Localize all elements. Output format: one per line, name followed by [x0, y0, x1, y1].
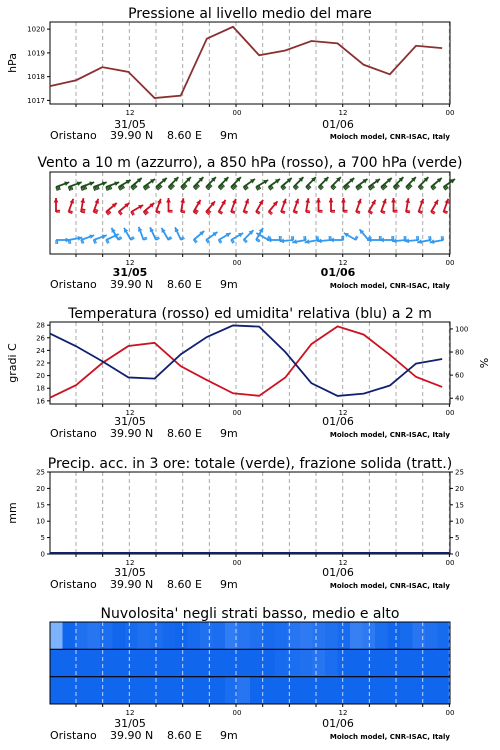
wind-feather [81, 211, 85, 212]
precip-ytick-label: 10 [36, 517, 45, 526]
temperature-date: 01/06 [322, 415, 354, 428]
cloud-cell [163, 622, 176, 649]
cloud-cell [213, 622, 226, 649]
wind-barb-1 [206, 201, 215, 214]
cloud-cell [163, 649, 176, 676]
wind-barb-0 [344, 178, 355, 190]
wind-barb-0 [431, 178, 442, 190]
wind-feather [305, 236, 306, 240]
cloud-panel [101, 606, 400, 622]
precip-xtick-label: 12 [125, 559, 135, 567]
wind-barb-1 [80, 198, 85, 212]
temperature-lon: 8.60 E [167, 427, 202, 440]
wind-barb-1 [219, 200, 226, 214]
wind-barb-0 [119, 180, 131, 190]
precip-ytick-label: 20 [36, 484, 45, 493]
wind-barb-2 [81, 234, 94, 243]
cloud-xtick-label: 12 [338, 709, 348, 717]
wind-barb-0 [256, 180, 268, 190]
cloud-cell [325, 622, 338, 649]
wind-barb-0 [81, 181, 94, 190]
precip-ytick-label: 15 [36, 501, 45, 510]
wind-barb-0 [306, 177, 316, 190]
cloud-cell [125, 677, 138, 704]
precip-panel [6, 456, 452, 524]
wind-feather [82, 209, 86, 210]
pressure-date: 31/05 [114, 118, 146, 131]
cloud-cell [100, 677, 113, 704]
cloud-cell [88, 677, 101, 704]
wind-barb-2 [162, 228, 172, 240]
wind-date: 31/05 [112, 266, 148, 279]
precip-date: 31/05 [114, 566, 146, 579]
cloud-cell [388, 649, 401, 676]
wind-feather [443, 236, 444, 240]
cloud-cell [338, 649, 351, 676]
cloud-cell [250, 622, 263, 649]
pressure-lon: 8.60 E [167, 129, 202, 142]
wind-date: 01/06 [320, 266, 356, 279]
cloud-xtick-label: 00 [445, 709, 455, 717]
cloud-cell [75, 649, 88, 676]
wind-barb-2 [94, 234, 107, 243]
cloud-cell [100, 649, 113, 676]
precip-xtick-label: 00 [232, 559, 242, 567]
wind-barb-0 [94, 181, 107, 190]
wind-barb-1 [305, 198, 310, 212]
wind-feather [441, 236, 442, 240]
wind-barb-1 [269, 201, 278, 214]
cloud-cell [413, 677, 426, 704]
precip-xtick-label: 00 [445, 559, 455, 567]
wind-barb-1 [316, 198, 322, 212]
wind-barb-0 [319, 177, 329, 190]
wind-barb-0 [69, 181, 82, 190]
wind-feather [316, 236, 317, 240]
cloud-xtick-label: 00 [232, 709, 242, 717]
wind-xtick-label: 00 [445, 259, 455, 267]
temperature-ytick-label: 28 [36, 321, 45, 330]
chart-marks [27, 22, 468, 742]
cloud-cell [250, 649, 263, 676]
precip-ytick-label-right: 0 [455, 550, 460, 559]
pressure-location: Oristano [50, 129, 97, 142]
precip-ytick-label: 0 [40, 550, 45, 559]
wind-barb-0 [406, 177, 416, 190]
wind-feather [81, 212, 85, 213]
temperature-ytick-label: 18 [36, 384, 45, 393]
wind-head [166, 198, 171, 202]
temperature-xtick-label: 12 [338, 409, 348, 417]
precip-ytick-label: 25 [36, 468, 45, 477]
temperature-ytick-label: 16 [36, 397, 45, 406]
cloud-cell [175, 649, 188, 676]
cloud-cell [350, 649, 363, 676]
wind-feather [430, 236, 431, 240]
precip-xtick-label: 12 [338, 559, 348, 567]
cloud-location: Oristano [50, 729, 97, 742]
cloud-cell [175, 622, 188, 649]
wind-barb-1 [341, 198, 347, 212]
humidity-ytick-label: 40 [455, 394, 464, 403]
wind-head [341, 198, 346, 202]
precip-ytick-label-right: 25 [455, 468, 464, 477]
wind-barb-1 [231, 199, 237, 214]
wind-feather [69, 240, 70, 244]
wind-head [54, 198, 59, 202]
temperature-frame [50, 322, 450, 404]
cloud-cell [100, 622, 113, 649]
cloud-cell [338, 622, 351, 649]
wind-barb-1 [119, 203, 130, 215]
temperature-ytick-label: 22 [36, 359, 45, 368]
cloud-cell [50, 649, 63, 676]
pressure-xtick-label: 12 [338, 109, 348, 117]
wind-barb-1 [356, 199, 362, 214]
cloud-cell [188, 622, 201, 649]
pressure-line [50, 27, 442, 98]
cloud-xtick-label: 12 [125, 709, 135, 717]
wind-lon: 8.60 E [167, 278, 202, 291]
cloud-cell [238, 622, 251, 649]
pressure-frame [50, 22, 450, 104]
humidity-line [50, 325, 442, 395]
temperature-ytick-label: 20 [36, 372, 45, 381]
wind-feather [306, 212, 310, 213]
pressure-ytick-label: 1020 [27, 25, 45, 34]
wind-barb-1 [94, 199, 100, 214]
wind-barb-2 [417, 236, 431, 244]
wind-barb-0 [144, 179, 155, 190]
precip-frame [50, 472, 450, 554]
wind-barb-1 [329, 198, 335, 212]
precip-location: Oristano [50, 578, 97, 591]
temperature-ylabel: gradi C [6, 343, 19, 383]
precip-ytick-label-right: 15 [455, 501, 464, 510]
cloud-cell [313, 649, 326, 676]
wind-barb-2 [206, 232, 217, 243]
cloud-cell [113, 677, 126, 704]
cloud-cell [50, 622, 63, 649]
wind-xtick-label: 00 [232, 259, 242, 267]
pressure-panel [6, 6, 372, 73]
wind-barb-1 [381, 199, 387, 214]
wind-barb-1 [444, 199, 450, 214]
wind-barb-0 [169, 177, 179, 190]
precip-date: 01/06 [322, 566, 354, 579]
pressure-title: Pressione al livello medio del mare [128, 6, 372, 22]
temperature-lat: 39.90 N [110, 427, 154, 440]
pressure-xtick-label: 12 [125, 109, 135, 117]
precip-ylabel: mm [6, 502, 19, 524]
cloud-cell [413, 649, 426, 676]
wind-xtick-label: 12 [125, 259, 135, 267]
pressure-ylabel: hPa [6, 53, 19, 73]
cloud-cell [200, 649, 213, 676]
wind-barb-1 [106, 203, 117, 215]
cloud-cell [400, 649, 413, 676]
cloud-cell [338, 677, 351, 704]
cloud-cell [200, 677, 213, 704]
wind-head [330, 238, 334, 243]
wind-feather [70, 240, 71, 244]
wind-feather [406, 211, 410, 212]
temperature-date: 31/05 [114, 415, 146, 428]
temperature-xtick-label: 00 [445, 409, 455, 417]
wind-barb-1 [156, 199, 162, 214]
wind-feather [181, 212, 185, 213]
cloud-cell [400, 677, 413, 704]
cloud-cell [238, 677, 251, 704]
cloud-cell [263, 677, 276, 704]
cloud-cell [438, 649, 451, 676]
cloud-cell [250, 677, 263, 704]
humidity-ytick-label: 60 [455, 371, 464, 380]
cloud-cell [275, 649, 288, 676]
humidity-ytick-label: 100 [455, 325, 469, 334]
wind-barb-0 [381, 178, 392, 190]
cloud-cell [213, 677, 226, 704]
cloud-cell [425, 622, 438, 649]
temperature-title: Temperatura (rosso) ed umidita' relativa (blu) a 2 m [68, 306, 432, 322]
wind-barb-1 [244, 199, 250, 214]
wind-barb-1 [281, 199, 287, 214]
wind-barb-0 [294, 177, 304, 190]
cloud-cell [175, 677, 188, 704]
wind-barb-0 [281, 178, 292, 190]
wind-head [316, 198, 321, 202]
wind-barb-0 [244, 179, 255, 190]
wind-barb-0 [419, 177, 429, 190]
wind-feather [406, 212, 410, 213]
cloud-cell [375, 649, 388, 676]
wind-barb-2 [219, 233, 231, 243]
wind-head [391, 198, 396, 202]
wind-barb-1 [419, 199, 425, 214]
cloud-cell [438, 622, 451, 649]
wind-barb-0 [194, 177, 204, 190]
wind-barb-2 [194, 231, 205, 243]
cloud-cell [125, 622, 138, 649]
pressure-ytick-label: 1019 [27, 49, 45, 58]
wind-barb-2 [330, 236, 344, 242]
precip-elevation: 9m [220, 578, 238, 591]
wind-barb-0 [206, 177, 216, 190]
precip-ytick-label-right: 5 [455, 534, 460, 543]
wind-barb-1 [431, 200, 438, 214]
wind-barb-1 [294, 199, 300, 214]
wind-xtick-label: 12 [338, 259, 348, 267]
wind-barb-0 [156, 178, 167, 190]
cloud-cell [200, 622, 213, 649]
cloud-cell [188, 677, 201, 704]
pressure-elevation: 9m [220, 129, 238, 142]
precip-ytick-label: 5 [40, 534, 45, 543]
cloud-cell [138, 649, 151, 676]
wind-barb-1 [194, 200, 201, 214]
cloud-cell [300, 677, 313, 704]
wind-barb-0 [219, 177, 229, 190]
wind-barb-1 [256, 200, 263, 214]
wind-barb-1 [391, 198, 397, 212]
cloud-cell [50, 677, 63, 704]
wind-feather [429, 236, 430, 240]
cloud-cell [388, 677, 401, 704]
cloud-cell [325, 677, 338, 704]
wind-barb-2 [69, 236, 83, 244]
pressure-date: 01/06 [322, 118, 354, 131]
cloud-cell [88, 649, 101, 676]
wind-barb-2 [430, 236, 444, 244]
cloud-cell [138, 622, 151, 649]
cloud-cell [300, 649, 313, 676]
temperature-ytick-label: 26 [36, 334, 45, 343]
wind-barb-2 [244, 230, 254, 243]
cloud-cell [113, 622, 126, 649]
wind-barb-1 [166, 198, 172, 212]
cloud-elevation: 9m [220, 729, 238, 742]
pressure-ytick-label: 1018 [27, 73, 45, 82]
wind-barb-2 [317, 236, 331, 243]
pressure-model: Moloch model, CNR-ISAC, Italy [329, 133, 450, 141]
wind-barb-2 [56, 238, 70, 244]
temperature-xtick-label: 00 [232, 409, 242, 417]
wind-elevation: 9m [220, 278, 238, 291]
cloud-cell [63, 677, 76, 704]
cloud-cell [300, 622, 313, 649]
cloud-cell [388, 622, 401, 649]
precip-ytick-label-right: 10 [455, 517, 464, 526]
cloud-cell [63, 649, 76, 676]
cloud-date: 01/06 [322, 717, 354, 730]
cloud-lon: 8.60 E [167, 729, 202, 742]
cloud-cell [375, 677, 388, 704]
wind-barb-2 [344, 233, 358, 240]
wind-barb-0 [131, 178, 142, 190]
precip-title: Precip. acc. in 3 ore: totale (verde), frazione solida (tratt.) [47, 456, 453, 472]
wind-barb-0 [394, 177, 404, 190]
cloud-cell [75, 677, 88, 704]
cloud-cell [350, 622, 363, 649]
wind-barb-0 [56, 181, 69, 190]
cloud-cell [238, 649, 251, 676]
cloud-lat: 39.90 N [110, 729, 154, 742]
cloud-cell [113, 649, 126, 676]
cloud-cell [213, 649, 226, 676]
cloud-cell [138, 677, 151, 704]
wind-title: Vento a 10 m (azzurro), a 850 hPa (rosso), a 700 hPa (verde) [37, 155, 463, 171]
pressure-xtick-label: 00 [232, 109, 242, 117]
wind-head [329, 198, 334, 202]
temperature-panel [6, 306, 491, 383]
wind-barb-0 [356, 179, 367, 190]
cloud-cell [63, 622, 76, 649]
wind-feather [306, 211, 310, 212]
wind-barb-1 [69, 199, 75, 214]
wind-barb-0 [369, 179, 380, 190]
wind-feather [181, 211, 185, 212]
wind-barb-0 [331, 177, 341, 190]
pressure-xtick-label: 00 [445, 109, 455, 117]
humidity-ylabel: % [478, 357, 491, 369]
wind-barb-2 [231, 233, 243, 243]
cloud-cell [263, 649, 276, 676]
cloud-cell [438, 677, 451, 704]
wind-barb-2 [150, 227, 160, 240]
wind-feather [318, 236, 319, 240]
wind-barb-2 [405, 236, 419, 243]
precip-lat: 39.90 N [110, 578, 154, 591]
cloud-cell [275, 677, 288, 704]
cloud-cell [413, 622, 426, 649]
cloud-date: 31/05 [114, 717, 146, 730]
cloud-title: Nuvolosita' negli strati basso, medio e alto [100, 606, 400, 622]
wind-barb-1 [131, 205, 143, 215]
precip-model: Moloch model, CNR-ISAC, Italy [329, 582, 450, 590]
wind-barb-1 [144, 203, 155, 215]
wind-barb-2 [112, 228, 122, 240]
cloud-cell [313, 622, 326, 649]
cloud-cell [163, 677, 176, 704]
cloud-cell [350, 677, 363, 704]
cloud-cell [400, 622, 413, 649]
humidity-ytick-label: 80 [455, 348, 464, 357]
cloud-cell [375, 622, 388, 649]
cloud-cell [188, 649, 201, 676]
wind-barb-1 [180, 198, 185, 212]
wind-lat: 39.90 N [110, 278, 154, 291]
wind-barb-0 [269, 179, 280, 190]
pressure-ytick-label: 1017 [27, 96, 45, 105]
precip-ytick-label-right: 20 [455, 484, 464, 493]
cloud-cell [425, 677, 438, 704]
cloud-model: Moloch model, CNR-ISAC, Italy [329, 733, 450, 741]
wind-barb-0 [106, 181, 119, 190]
wind-barb-2 [292, 236, 306, 244]
cloud-cell [263, 622, 276, 649]
cloud-cell [425, 649, 438, 676]
wind-feather [304, 236, 305, 240]
wind-panel [37, 155, 462, 171]
wind-barb-1 [54, 198, 60, 212]
wind-location: Oristano [50, 278, 97, 291]
cloud-cell [75, 622, 88, 649]
wind-barb-2 [138, 227, 147, 240]
wind-head [380, 238, 384, 243]
cloud-cell [88, 622, 101, 649]
cloud-cell [275, 622, 288, 649]
cloud-cell [325, 649, 338, 676]
temperature-location: Oristano [50, 427, 97, 440]
cloud-cell [313, 677, 326, 704]
wind-barb-1 [405, 198, 410, 212]
cloud-cell [125, 649, 138, 676]
temperature-elevation: 9m [220, 427, 238, 440]
temperature-xtick-label: 12 [125, 409, 135, 417]
wind-model: Moloch model, CNR-ISAC, Italy [329, 282, 450, 290]
pressure-lat: 39.90 N [110, 129, 154, 142]
temperature-model: Moloch model, CNR-ISAC, Italy [329, 431, 450, 439]
temperature-ytick-label: 24 [36, 346, 45, 355]
precip-lon: 8.60 E [167, 578, 202, 591]
